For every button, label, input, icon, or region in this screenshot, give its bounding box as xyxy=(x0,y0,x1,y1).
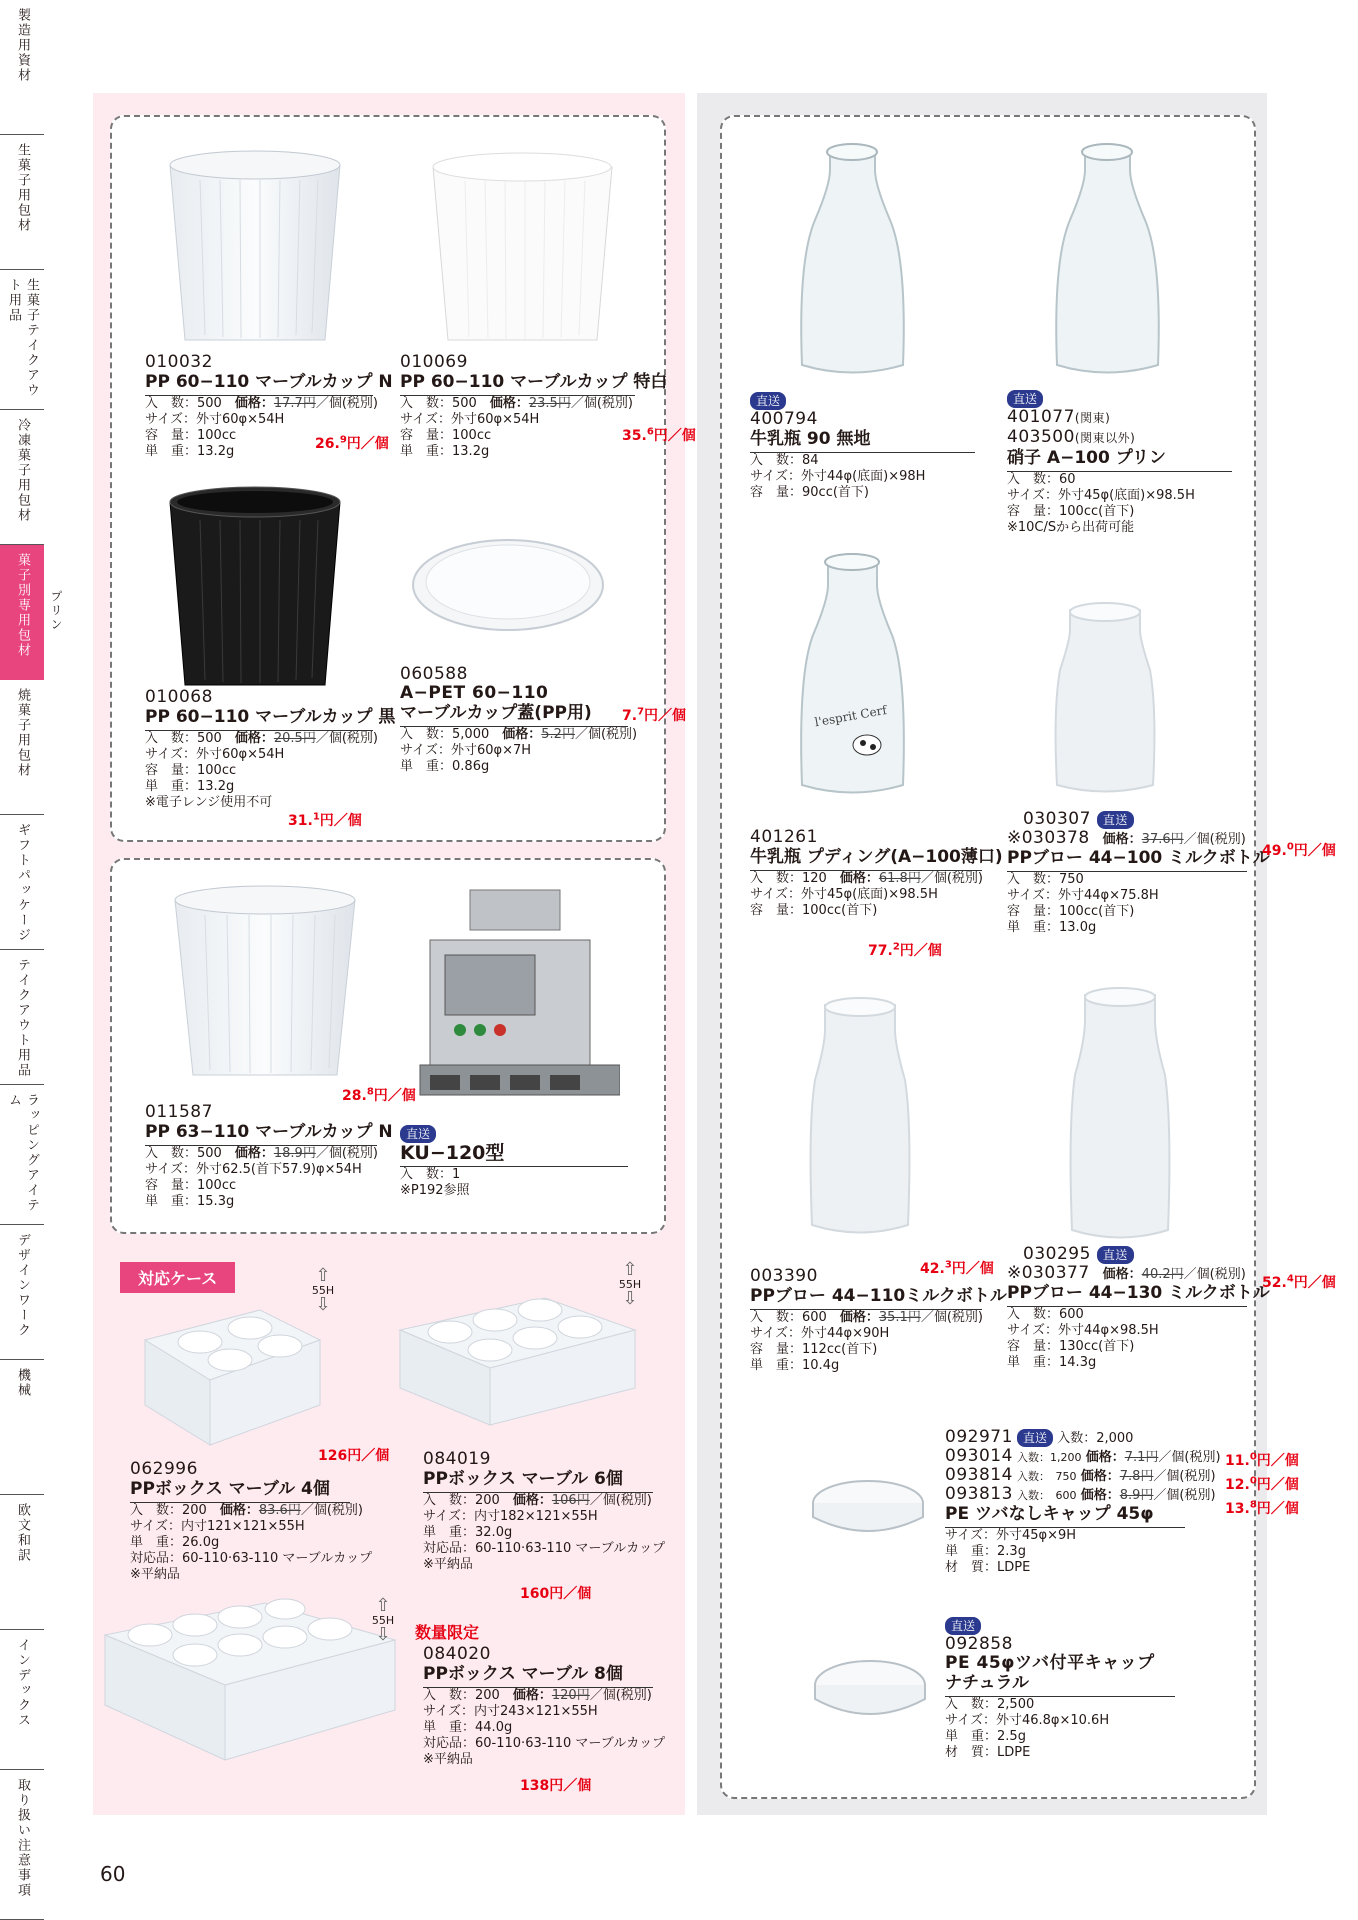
spec-weight: 単 重：2.5g xyxy=(945,1729,1026,1744)
spec-count-price: 入 数：120 価格：61.8円／個(税別) xyxy=(750,871,983,886)
cap-row-093813: 093813 入数： 600 価格：8.9円／個(税別) xyxy=(945,1484,1216,1504)
product-code: 010069 xyxy=(400,352,468,372)
spec-size: サイズ：外寸45φ×9H xyxy=(945,1528,1077,1543)
spec-count: 入 数：600 xyxy=(1007,1307,1084,1322)
product-name: 牛乳瓶 プディング(A−100薄口) xyxy=(750,847,982,871)
spec-count-price: 入 数：500 価格：17.7円／個(税別) xyxy=(145,396,378,411)
spec-count: 入 数：2,500 xyxy=(945,1697,1035,1712)
side-nav-label: 取り扱い注意事項 xyxy=(15,1778,30,1898)
spec-size: サイズ：外寸62.5(首下57.9)φ×54H xyxy=(145,1162,362,1177)
product-code: 011587 xyxy=(145,1102,213,1122)
price-010068: 31.$^1$円／個 xyxy=(288,811,362,829)
price-010069: 35.$^6$円／個 xyxy=(622,426,696,444)
spec-volume: 容 量：100cc xyxy=(145,763,237,778)
product-code: 030295 直送 xyxy=(1007,1245,1247,1264)
side-sub-label: プリン xyxy=(49,590,63,632)
product-name-line1: PE 45φツバ付平キャップ xyxy=(945,1653,1155,1673)
product-name-line2: ナチュラル xyxy=(945,1673,1175,1697)
spec-count-price: 入 数：5,000 価格：5.2円／個(税別) xyxy=(400,727,638,742)
product-name: PP 60−110 マーブルカップ N xyxy=(145,372,373,396)
price-093014: 11.$^0$円／個 xyxy=(1225,1451,1299,1469)
product-code-2: 403500(関東以外) xyxy=(1007,427,1136,447)
product-062996 xyxy=(130,1459,373,1583)
spec-count: 入 数：750 xyxy=(1007,872,1084,887)
spec-volume: 容 量：112cc(首下) xyxy=(750,1342,878,1357)
side-nav-item[interactable] xyxy=(0,135,44,270)
direct-badge: 直送 xyxy=(750,392,786,410)
spec-size: サイズ：外寸44φ×90H xyxy=(750,1326,890,1341)
spec-volume: 容 量：100cc(首下) xyxy=(1007,904,1135,919)
product-code: 401261 xyxy=(750,827,818,847)
product-name: PE ツバなしキャップ 45φ xyxy=(945,1504,1185,1528)
dim-marker-4: ⇧ 55H ⇩ xyxy=(311,1265,335,1315)
cap-image-092858 xyxy=(810,1655,930,1735)
spec-weight: 単 重：2.3g xyxy=(945,1544,1026,1559)
spec-count: 入 数：60 xyxy=(1007,472,1076,487)
price-084020: 138円／個 xyxy=(520,1778,592,1794)
price-030307: 49.$^0$円／個 xyxy=(1262,841,1336,859)
product-name: PPブロー 44−130 ミルクボトル xyxy=(1007,1283,1247,1307)
spec-count: 入 数：84 xyxy=(750,453,819,468)
side-nav-item[interactable] xyxy=(0,545,44,680)
bottle-image-030307 xyxy=(1045,600,1165,800)
spec-count-price: 入 数：200 価格：106円／個(税別) xyxy=(423,1493,652,1508)
product-code: 062996 xyxy=(130,1459,198,1479)
spec-size: サイズ：外寸45φ(底面)×98.5H xyxy=(750,887,938,902)
spec-flat-note: ※平納品 xyxy=(130,1567,180,1582)
spec-size: サイズ：外寸60φ×54H xyxy=(145,412,285,427)
lid-image xyxy=(408,530,608,640)
side-nav-item[interactable] xyxy=(0,410,44,545)
product-code: 010068 xyxy=(145,687,213,707)
spec-count-price: 入 数：600 価格：35.1円／個(税別) xyxy=(750,1310,983,1325)
cup-image-white xyxy=(425,145,620,345)
price-084019: 160円／個 xyxy=(520,1586,592,1602)
product-code: 030307 直送 xyxy=(1007,810,1247,829)
spec-volume: 容 量：100cc xyxy=(145,1178,237,1193)
direct-badge: 直送 xyxy=(1097,1246,1134,1264)
bottle-image-401261 xyxy=(795,550,910,800)
limited-quantity-label: 数量限定 xyxy=(415,1623,480,1642)
product-name: PPボックス マーブル 8個 xyxy=(423,1664,653,1688)
direct-badge: 直送 xyxy=(1097,811,1134,829)
case-image-8 xyxy=(100,1595,400,1765)
side-nav-label: 製造用資材 xyxy=(15,8,30,83)
side-nav-label: 菓子別専用包材 xyxy=(15,553,30,658)
spec-note: ※10C/Sから出荷可能 xyxy=(1007,520,1135,535)
spec-compatible: 対応品：60-110·63-110 マーブルカップ xyxy=(130,1551,373,1566)
product-cap45 xyxy=(945,1428,1235,1576)
side-nav-item[interactable] xyxy=(0,1630,44,1770)
product-name: PPボックス マーブル 4個 xyxy=(130,1479,350,1503)
product-092858 xyxy=(945,1615,1175,1761)
spec-size: サイズ：内寸243×121×55H xyxy=(423,1704,598,1719)
cap-image-45 xyxy=(808,1475,928,1545)
price-401261: 77.$^2$円／個 xyxy=(868,941,942,959)
product-name: PPボックス マーブル 6個 xyxy=(423,1469,653,1493)
product-401077 xyxy=(1007,388,1232,536)
side-nav-label: 機械 xyxy=(15,1368,30,1398)
side-nav-item[interactable] xyxy=(0,270,44,410)
spec-weight: 単 重：32.0g xyxy=(423,1525,513,1540)
product-name: PPブロー 44−100 ミルクボトル xyxy=(1007,848,1247,872)
product-code: 400794 xyxy=(750,409,818,429)
spec-volume: 容 量：100cc(首下) xyxy=(750,903,878,918)
spec-material: 材 質：LDPE xyxy=(945,1560,1031,1575)
side-nav-item[interactable] xyxy=(0,0,44,135)
side-nav-label: ラッピングアイテム xyxy=(6,1093,39,1213)
product-name: PP 60−110 マーブルカップ 特白 xyxy=(400,372,635,396)
spec-weight: 単 重：13.0g xyxy=(1007,920,1097,935)
side-nav-item[interactable] xyxy=(0,1360,44,1495)
price-003390: 42.$^3$円／個 xyxy=(920,1259,994,1277)
side-nav-label: 焼菓子用包材 xyxy=(15,688,30,778)
product-code: 060588 xyxy=(400,664,468,684)
product-code-2: ※030378 価格：37.6円／個(税別) xyxy=(1007,828,1246,848)
cup-image-clear xyxy=(160,145,350,345)
spec-size: サイズ：外寸44φ(底面)×98H xyxy=(750,469,926,484)
cap-row-093814: 093814 入数： 750 価格：7.8円／個(税別) xyxy=(945,1465,1216,1485)
product-code: 084020 xyxy=(423,1644,491,1664)
price-030295: 52.$^4$円／個 xyxy=(1262,1273,1336,1291)
side-nav-label: 生菓子テイクアウト用品 xyxy=(6,278,39,398)
price-010032: 26.$^9$円／個 xyxy=(315,434,389,452)
product-code: 092858 xyxy=(945,1634,1013,1654)
spec-volume: 容 量：130cc(首下) xyxy=(1007,1339,1135,1354)
spec-count-price: 入 数：500 価格：18.9円／個(税別) xyxy=(145,1146,378,1161)
case-image-4 xyxy=(140,1300,325,1450)
cup-image-black xyxy=(160,480,350,690)
cap-row-092971: 092971 直送 入数：2,000 xyxy=(945,1427,1134,1447)
price-093813: 13.$^8$円／個 xyxy=(1225,1499,1299,1517)
product-030295 xyxy=(1007,1244,1270,1371)
side-nav-item[interactable] xyxy=(0,950,44,1085)
spec-count-price: 入 数：200 価格：120円／個(税別) xyxy=(423,1688,652,1703)
product-name: PP 60−110 マーブルカップ 黒 xyxy=(145,707,373,731)
spec-weight: 単 重：13.2g xyxy=(145,444,235,459)
spec-size: サイズ：外寸45φ(底面)×98.5H xyxy=(1007,488,1195,503)
cup-image-63 xyxy=(165,880,365,1080)
product-name: 牛乳瓶 90 無地 xyxy=(750,429,975,453)
cap-row-093014: 093014 入数：1,200 価格：7.1円／個(税別) xyxy=(945,1446,1221,1466)
product-011587 xyxy=(145,1102,393,1210)
machine-image xyxy=(410,880,620,1120)
page-number: 60 xyxy=(100,1862,126,1886)
product-060588 xyxy=(400,664,638,775)
product-030307 xyxy=(1007,809,1270,936)
spec-size: サイズ：外寸46.8φ×10.6H xyxy=(945,1713,1110,1728)
product-400794 xyxy=(750,390,975,501)
side-index-nav xyxy=(0,0,46,1920)
spec-size: サイズ：外寸44φ×98.5H xyxy=(1007,1323,1159,1338)
product-401261 xyxy=(750,827,1003,919)
bottle-image-003390 xyxy=(800,995,920,1240)
side-nav-item[interactable] xyxy=(0,1225,44,1360)
product-code: 010032 xyxy=(145,352,213,372)
side-nav-label: 冷凍菓子用包材 xyxy=(15,418,30,523)
spec-volume: 容 量：100cc xyxy=(145,428,237,443)
spec-material: 材 質：LDPE xyxy=(945,1745,1031,1760)
side-nav-item[interactable] xyxy=(0,1770,44,1920)
product-084020 xyxy=(423,1644,666,1768)
price-060588: 7.$^7$円／個 xyxy=(622,706,687,724)
product-010068 xyxy=(145,687,396,811)
spec-count-price: 入 数：200 価格：83.6円／個(税別) xyxy=(130,1503,363,1518)
spec-size: サイズ：外寸60φ×7H xyxy=(400,743,532,758)
spec-count-price: 入 数：500 価格：23.5円／個(税別) xyxy=(400,396,633,411)
spec-weight: 単 重：13.2g xyxy=(400,444,490,459)
side-nav-label: 生菓子用包材 xyxy=(15,143,30,233)
side-nav-item[interactable] xyxy=(0,1495,44,1630)
spec-weight: 単 重：10.4g xyxy=(750,1358,840,1373)
product-name: 硝子 A−100 プリン xyxy=(1007,448,1232,472)
spec-size: サイズ：外寸60φ×54H xyxy=(145,747,285,762)
side-nav-label: ギフトパッケージ xyxy=(15,823,30,943)
spec-size: サイズ：外寸60φ×54H xyxy=(400,412,540,427)
bottle-image-400794 xyxy=(795,140,910,380)
spec-size: サイズ：外寸44φ×75.8H xyxy=(1007,888,1159,903)
product-name: KU−120型 xyxy=(400,1143,628,1167)
case-image-6 xyxy=(395,1290,640,1430)
spec-note: ※P192参照 xyxy=(400,1183,470,1198)
product-name: PPブロー 44−110ミルクボトル xyxy=(750,1286,982,1310)
spec-volume: 容 量：90cc(首下) xyxy=(750,485,869,500)
spec-weight: 単 重：15.3g xyxy=(145,1194,235,1209)
product-name-line2: マーブルカップ蓋(PP用) xyxy=(400,703,628,727)
direct-badge: 直送 xyxy=(400,1125,436,1143)
spec-size: サイズ：内寸121×121×55H xyxy=(130,1519,305,1534)
side-nav-label: 欧文和訳 xyxy=(15,1503,30,1563)
direct-badge: 直送 xyxy=(945,1617,981,1635)
side-nav-label: テイクアウト用品 xyxy=(15,958,30,1078)
spec-weight: 単 重：13.2g xyxy=(145,779,235,794)
side-nav-item[interactable] xyxy=(0,815,44,950)
product-code: 084019 xyxy=(423,1449,491,1469)
dim-marker-6: ⇧ 55H ⇩ xyxy=(618,1259,642,1309)
direct-badge: 直送 xyxy=(1007,390,1043,408)
price-093814: 12.$^0$円／個 xyxy=(1225,1475,1299,1493)
side-nav-item[interactable] xyxy=(0,680,44,815)
spec-compatible: 対応品：60-110·63-110 マーブルカップ xyxy=(423,1736,666,1751)
side-nav-label: インデックス xyxy=(15,1638,30,1728)
product-ku120 xyxy=(400,1123,628,1199)
side-nav-label: デザインワーク xyxy=(15,1233,30,1338)
product-code-2: ※030377 価格：40.2円／個(税別) xyxy=(1007,1263,1246,1283)
price-011587: 28.$^8$円／個 xyxy=(342,1086,416,1104)
svg-text:l'esprit Cerf: l'esprit Cerf xyxy=(813,702,888,730)
spec-size: サイズ：内寸182×121×55H xyxy=(423,1509,598,1524)
spec-count-price: 入 数：500 価格：20.5円／個(税別) xyxy=(145,731,378,746)
spec-volume: 容 量：100cc(首下) xyxy=(1007,504,1135,519)
product-084019 xyxy=(423,1449,666,1573)
spec-weight: 単 重：0.86g xyxy=(400,759,490,774)
product-name-line1: A−PET 60−110 xyxy=(400,683,549,703)
product-name: PP 63−110 マーブルカップ N xyxy=(145,1122,377,1146)
spec-flat-note: ※平納品 xyxy=(423,1557,473,1572)
spec-volume: 容 量：100cc xyxy=(400,428,492,443)
spec-note: ※電子レンジ使用不可 xyxy=(145,795,273,810)
direct-badge: 直送 xyxy=(1017,1429,1053,1447)
spec-compatible: 対応品：60-110·63-110 マーブルカップ xyxy=(423,1541,666,1556)
product-code: 401077(関東) xyxy=(1007,407,1111,427)
bottle-image-401077 xyxy=(1050,140,1165,380)
price-062996: 126円／個 xyxy=(318,1448,390,1464)
spec-weight: 単 重：26.0g xyxy=(130,1535,220,1550)
side-nav-item[interactable] xyxy=(0,1085,44,1225)
case-section-label: 対応ケース xyxy=(120,1262,235,1293)
spec-flat-note: ※平納品 xyxy=(423,1752,473,1767)
bottle-image-030295 xyxy=(1060,985,1180,1245)
spec-count: 入 数：1 xyxy=(400,1167,461,1182)
dim-marker-8: ⇧ 55H ⇩ xyxy=(371,1595,395,1645)
spec-weight: 単 重：44.0g xyxy=(423,1720,513,1735)
spec-weight: 単 重：14.3g xyxy=(1007,1355,1097,1370)
product-code: 003390 xyxy=(750,1266,818,1286)
